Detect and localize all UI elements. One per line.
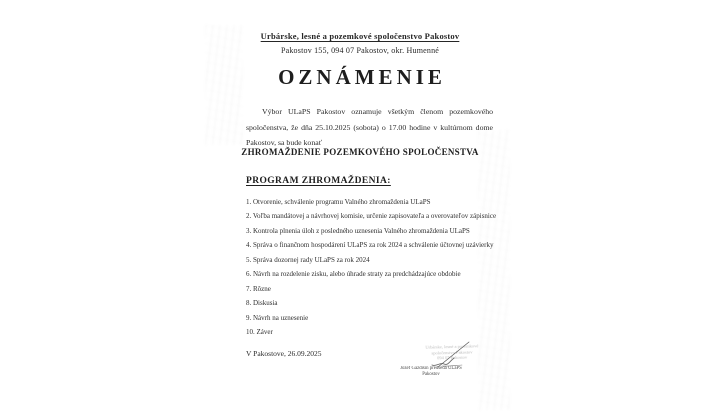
signer-name-title: Jozef Gazdišin predseda ULaPS [400,366,462,371]
program-item: 5. Správa dozornej rady ULaPS za rok 2024 [246,255,370,264]
program-item: 6. Návrh na rozdelenie zisku, alebo úhrade straty za predchádzajúce obdobie [246,270,461,279]
document-title: OZNÁMENIE [278,65,446,89]
place-and-date: V Pakostove, 26.09.2025 [246,349,322,358]
intro-line-2: spoločenstva, že dňa 25.10.2025 (sobota) o 17.00 hodine v kultúrnom dome [246,122,493,132]
program-item: 7. Rôzne [246,284,271,293]
stamp-line: spoločenstvo Pakostov [431,349,473,356]
program-item: 9. Návrh na uznesenie [246,313,309,322]
organization-name: Urbárske, lesné a pozemkové spoločenstvo Pakostov [260,31,460,41]
intro-paragraph [246,104,493,151]
intro-line-1: Výbor ULaPS Pakostov oznamuje všetkým členom pozemkového [262,107,493,116]
program-item: 4. Správa o finančnom hospodárení ULaPS za rok 2024 a schválenie účtovnej uzávierky [246,241,494,250]
program-item: 3. Kontrola plnenia úloh z posledného uznesenia Valného zhromaždenia ULaPS [246,226,470,235]
program-list [246,195,526,340]
stamp-line: Urbárske, lesné a pozemkové [425,343,479,350]
program-heading: PROGRAM ZHROMAŽDENIA: [246,176,391,186]
program-item: 2. Voľba mandátovej a návrhovej komisie, určenie zapisovateľa a overovateľov zápisnice [246,212,497,221]
stamp-line: 094 07 Pakostov [437,354,468,361]
program-item: 10. Záver [246,328,273,337]
meeting-heading: ZHROMAŽDENIE POZEMKOVÉHO SPOLOČENSTVA [241,147,479,157]
organization-address: Pakostov 155, 094 07 Pakostov, okr. Humenné [280,46,440,55]
intro-line-3: Pakostov, sa bude konať [246,138,323,147]
signer-block [394,366,468,378]
signer-location: Pakostov [422,371,440,377]
program-item: 1. Otvorenie, schválenie programu Valného zhromaždenia ULaPS [246,198,431,206]
handwritten-signature [429,340,475,368]
program-item: 8. Diskusia [246,299,278,308]
